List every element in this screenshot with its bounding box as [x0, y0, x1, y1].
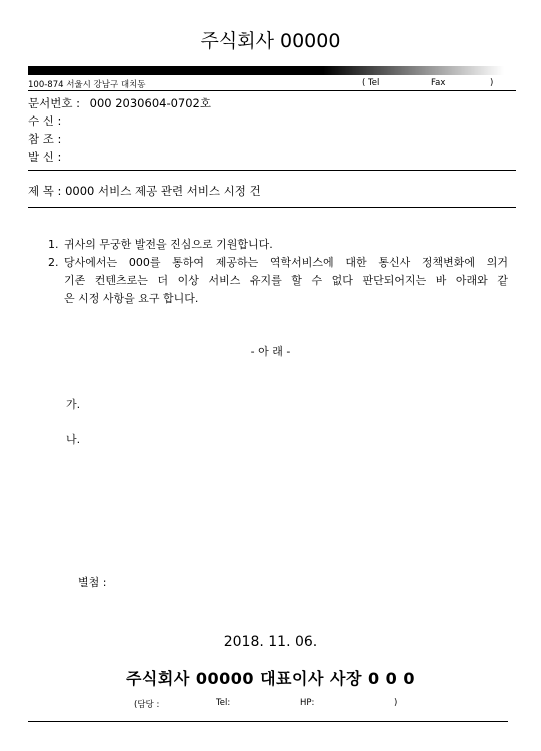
recipient-label: 수 신 :	[28, 114, 62, 128]
header-gradient-bar	[28, 66, 504, 75]
item-2-number: 2.	[48, 256, 59, 269]
divider-top	[28, 90, 516, 91]
contact-hp-label: HP:	[300, 698, 315, 708]
reference-label: 참 조 :	[28, 132, 62, 146]
contact-close-paren: )	[394, 698, 398, 708]
item-1-number: 1.	[48, 238, 59, 251]
point-ga: 가.	[66, 398, 81, 411]
tel-label: ( Tel	[362, 78, 380, 88]
document-date: 2018. 11. 06.	[223, 634, 318, 650]
point-na: 나.	[66, 433, 81, 446]
address-text: 100-874 서울시 강남구 대치동	[28, 80, 146, 90]
signature-line: 주식회사 00000 대표이사 사장 0 0 0	[125, 669, 416, 688]
doc-number-label: 문서번호 :	[28, 96, 80, 110]
doc-number-row	[28, 95, 211, 111]
address-close-paren: )	[490, 78, 494, 88]
subject-value: 0000 서비스 제공 관련 서비스 시정 건	[65, 184, 261, 198]
divider-subject	[28, 207, 516, 208]
address-line	[28, 78, 516, 90]
company-title: 주식회사 00000	[200, 30, 341, 52]
item-2-line-1: 당사에서는 000를 통하여 제공하는 역학서비스에 대한 통신사 정책변화에 의거	[64, 256, 508, 269]
contact-person-label: (담당 :	[134, 700, 160, 710]
sender-label: 발 신 :	[28, 150, 62, 164]
subject-label: 제 목 :	[28, 184, 62, 198]
fax-label: Fax	[431, 78, 446, 88]
contact-tel-label: Tel:	[216, 698, 231, 708]
divider-middle	[28, 170, 516, 171]
item-2-line-2: 기존 컨텐츠로는 더 이상 서비스 유지를 할 수 없다 판단되어지는 바 아래와 같	[64, 274, 508, 287]
below-heading: - 아 래 -	[250, 345, 291, 358]
attachment-label: 별첨 :	[78, 576, 107, 589]
item-2-line-3: 은 시정 사항을 요구 합니다.	[64, 292, 199, 305]
divider-bottom	[28, 721, 508, 722]
item-1-text: 귀사의 무궁한 발전을 진심으로 기원합니다.	[64, 238, 273, 251]
subject-row	[28, 183, 261, 199]
doc-number-value: 000 2030604-0702호	[89, 96, 211, 110]
